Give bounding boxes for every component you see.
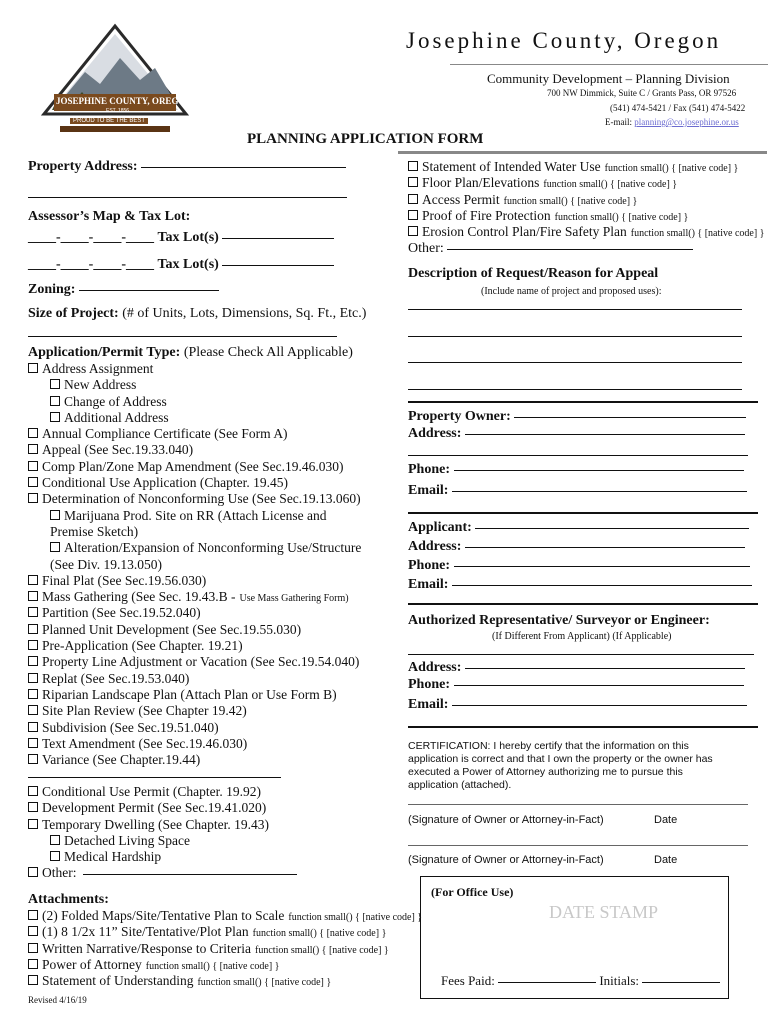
checkbox-label: Development Permit (See Sec.19.41.020) (42, 800, 267, 816)
left-list-item (28, 703, 361, 719)
checkbox-label: Power of Attorney (42, 956, 142, 972)
rep-address-label: Address: (408, 660, 462, 675)
left-list-item (28, 573, 361, 589)
right-other-row (408, 241, 693, 257)
checkbox[interactable] (50, 851, 60, 861)
checkbox-label: Statement of Intended Water Use (422, 159, 601, 174)
left-list2-item (28, 849, 297, 865)
owner-phone-field[interactable] (454, 469, 744, 471)
checkbox[interactable] (408, 161, 418, 171)
county-title: Josephine County, Oregon (406, 28, 722, 53)
property-address-row (28, 159, 346, 175)
owner-address-field-2[interactable] (408, 455, 748, 456)
checkbox-label: Subdivision (See Sec.19.51.040) (42, 719, 219, 735)
checkbox-note: function small() { [native code] } (503, 195, 638, 207)
fees-label: Fees Paid: (441, 973, 495, 988)
checkbox-label: Pre-Application (See Chapter. 19.21) (42, 638, 243, 654)
checkbox[interactable] (28, 640, 38, 650)
checkbox-note: function small() { [native code] } (255, 944, 389, 956)
checkbox[interactable] (28, 591, 38, 601)
checkbox[interactable] (28, 754, 38, 764)
checkbox-note: function small() { [native code] } (543, 179, 678, 191)
description-line-1[interactable] (408, 309, 742, 310)
left-list-item (28, 442, 361, 458)
size-label: Size of Project: (28, 306, 119, 321)
checkbox[interactable] (28, 624, 38, 634)
attachment-checklist (408, 159, 764, 240)
left-list-item (28, 622, 361, 638)
checkbox[interactable] (28, 959, 38, 969)
form-title: PLANNING APPLICATION FORM (247, 131, 484, 147)
applicant-email-label: Email: (408, 577, 449, 592)
checkbox-label: (See Div. 19.13.050) (50, 556, 162, 572)
applicant-field[interactable] (475, 527, 749, 529)
checkbox-label: Variance (See Chapter.19.44) (42, 752, 201, 768)
left-list-item (28, 508, 361, 524)
logo-title: JOSEPHINE COUNTY, OREGON (56, 96, 192, 106)
checkbox-note: function small() { [native code] } (554, 211, 689, 223)
size-field[interactable] (28, 336, 337, 337)
logo-banner: PROUD TO BE THE BEST (70, 118, 148, 124)
description-line-3[interactable] (408, 362, 742, 363)
checkbox[interactable] (50, 412, 60, 422)
checkbox-label: (2) Folded Maps/Site/Tentative Plan to Scale (42, 908, 285, 923)
rep-address-field[interactable] (465, 667, 745, 669)
cert-line-2: application is correct and that I own the property or the owner has (408, 753, 713, 765)
rep-phone-field[interactable] (454, 684, 744, 686)
checkbox-label: Conditional Use Application (Chapter. 19.45) (42, 475, 288, 491)
cert-line-1: CERTIFICATION: I hereby certify that the information on this (408, 740, 689, 752)
office-phone: (541) 474-5421 / Fax (541) 474-5422 (610, 103, 746, 113)
attachments-label: Attachments: (28, 892, 109, 907)
cert-line-4: application (attached). (408, 779, 512, 791)
checkbox[interactable] (28, 444, 38, 454)
left-list-item (28, 410, 361, 426)
owner-email-row (408, 483, 747, 499)
owner-address-field[interactable] (465, 433, 745, 435)
tax-lot-map-1: ____-____-____-____ (28, 230, 154, 245)
checkbox-label: Replat (See Sec.19.53.040) (42, 670, 190, 686)
checkbox[interactable] (408, 177, 418, 187)
logo-est: EST. 1856 (106, 108, 130, 114)
checkbox[interactable] (28, 656, 38, 666)
checkbox-note: Use Mass Gathering Form) (239, 593, 349, 605)
checkbox[interactable] (408, 226, 418, 236)
checkbox-label: Alteration/Expansion of Nonconforming Use/Structure (64, 540, 362, 556)
signature-caption-2: (Signature of Owner or Attorney-in-Fact) (408, 854, 604, 866)
zoning-label: Zoning: (28, 282, 76, 297)
checkbox-label: Text Amendment (See Sec.19.46.030) (42, 735, 248, 751)
left-list-item (28, 687, 361, 703)
checkbox-label: Detached Living Space (64, 832, 190, 848)
left-list-item (28, 524, 361, 540)
checkbox-label: Proof of Fire Protection (422, 207, 551, 223)
right-list-item (408, 224, 764, 240)
left-list-item (28, 394, 361, 410)
checkbox-label: Riparian Landscape Plan (Attach Plan or Use Form B) (42, 686, 337, 702)
checkbox-label: New Address (64, 377, 137, 393)
checkbox[interactable] (28, 461, 38, 471)
cert-line-3: executed a Power of Attorney authorizing me to pursue this (408, 766, 683, 778)
office-address: 700 NW Dimmick, Suite C / Grants Pass, OR 97526 (547, 88, 737, 98)
rep-phone-label: Phone: (408, 677, 450, 692)
attach-list-item (28, 941, 422, 957)
checkbox-note: function small() { [native code] } (252, 928, 387, 940)
fees-row (441, 973, 720, 988)
applicant-email-row (408, 577, 752, 593)
applicant-label: Applicant: (408, 520, 472, 535)
right-other-field[interactable] (447, 248, 693, 250)
checkbox[interactable] (28, 705, 38, 715)
right-list-item (408, 175, 764, 191)
division-name: Community Development – Planning Division (487, 71, 730, 86)
rep-phone-row (408, 677, 744, 693)
checkbox-label: Property Line Adjustment or Vacation (See Sec.19.54.040) (42, 654, 360, 670)
representative-title: Authorized Representative/ Surveyor or Engineer: (408, 613, 710, 628)
left-list-item (28, 377, 361, 393)
size-row (28, 306, 366, 322)
checkbox[interactable] (28, 910, 38, 920)
checkbox[interactable] (50, 542, 60, 552)
right-other-label: Other: (408, 241, 444, 256)
checkbox-label: Final Plat (See Sec.19.56.030) (42, 572, 207, 588)
checkbox-label: Comp Plan/Zone Map Amendment (See Sec.19.46.030) (42, 458, 344, 474)
applicant-address-label: Address: (408, 539, 462, 554)
left-list2-item (28, 817, 297, 833)
tax-lot-field-1[interactable] (222, 237, 334, 239)
property-address-field[interactable] (141, 166, 346, 168)
checkbox[interactable] (28, 607, 38, 617)
checkbox[interactable] (28, 363, 38, 373)
description-hint: (Include name of project and proposed uses): (481, 286, 662, 297)
checkbox-label: Erosion Control Plan/Fire Safety Plan (422, 224, 627, 240)
checkbox[interactable] (28, 722, 38, 732)
checkbox-label: Statement of Understanding (42, 973, 194, 989)
owner-address-row (408, 426, 745, 442)
checkbox-label: Planned Unit Development (See Sec.19.55.030) (42, 621, 302, 637)
initials-label: Initials: (599, 973, 640, 988)
owner-email-field[interactable] (452, 490, 747, 492)
tax-lot-field-2[interactable] (222, 264, 334, 266)
date-caption-1: Date (654, 814, 678, 826)
date-caption-2: Date (654, 854, 678, 866)
office-use-label: (For Office Use) (431, 885, 514, 899)
left-list-item (28, 475, 361, 491)
checkbox-label: Marijuana Prod. Site on RR (Attach License and (64, 507, 327, 523)
checkbox-label: Determination of Nonconforming Use (See Sec.19.13.060) (42, 491, 361, 507)
checkbox[interactable] (28, 867, 38, 877)
email-link[interactable]: planning@co.josephine.or.us (634, 117, 739, 127)
checkbox-label: Floor Plan/Elevations (422, 175, 540, 191)
tax-lot-row-1[interactable] (28, 230, 334, 246)
owner-email-label: Email: (408, 483, 449, 498)
right-list-item (408, 192, 764, 208)
checkbox-label: Site Plan Review (See Chapter 19.42) (42, 703, 247, 719)
rep-address-row (408, 660, 745, 676)
checkbox[interactable] (28, 673, 38, 683)
email-label: E-mail: (605, 117, 632, 127)
signature-line-2[interactable] (408, 845, 748, 846)
permit-type-list (28, 361, 361, 768)
tax-lot-row-2[interactable] (28, 257, 334, 273)
checkbox[interactable] (28, 802, 38, 812)
checkbox-label: (1) 8 1/2x 11” Site/Tentative/Plot Plan (42, 924, 249, 940)
county-logo (40, 22, 190, 132)
left-list-item (28, 557, 361, 573)
title-rule (398, 151, 767, 154)
app-type-heading (28, 345, 353, 361)
checkbox-note: function small() { [native code] } (604, 163, 739, 174)
left-list-item (28, 752, 361, 768)
checkbox-note: function small() { [native code] } (288, 912, 423, 923)
checkbox[interactable] (50, 379, 60, 389)
section-rule-4 (408, 726, 758, 728)
checkbox-label: Additional Address (64, 409, 169, 425)
checkbox[interactable] (28, 786, 38, 796)
section-rule-3 (408, 603, 758, 605)
checkbox-label: Appeal (See Sec.19.33.040) (42, 442, 194, 458)
owner-label: Property Owner: (408, 409, 511, 424)
signature-line-1[interactable] (408, 804, 748, 805)
left-list-item (28, 638, 361, 654)
rep-email-field[interactable] (452, 704, 747, 706)
property-address-label: Property Address: (28, 159, 138, 174)
checkbox-note: function small() { [native code] } (630, 228, 765, 240)
checkbox[interactable] (28, 477, 38, 487)
left-list-item (28, 671, 361, 687)
left-list2-item (28, 833, 297, 849)
checkbox-label: Medical Hardship (64, 849, 162, 865)
attach-list-item (28, 908, 422, 924)
section-rule-2 (408, 512, 758, 514)
revised-date: Revised 4/16/19 (28, 995, 87, 1005)
checkbox-label: Mass Gathering (See Sec. 19.43.B - (42, 589, 236, 605)
checkbox-label: Written Narrative/Response to Criteria (42, 940, 252, 956)
app-type-label: Application/Permit Type: (28, 345, 181, 360)
attach-list-item (28, 924, 422, 940)
owner-address-label: Address: (408, 426, 462, 441)
tax-lot-label-1: Tax Lot(s) (157, 230, 219, 245)
attach-list-item (28, 973, 422, 989)
checkbox-label: Change of Address (64, 393, 167, 409)
right-list-item (408, 208, 764, 224)
checkbox[interactable] (28, 943, 38, 953)
checkbox-note: function small() { [native code] } (197, 977, 332, 989)
checkbox-label: Address Assignment (42, 361, 154, 376)
right-list-item (408, 159, 764, 175)
left-list-item (28, 491, 361, 507)
tax-lot-map-2: ____-____-____-____ (28, 257, 154, 272)
checkbox[interactable] (28, 689, 38, 699)
initials-field[interactable] (642, 981, 720, 983)
applicant-row (408, 520, 749, 536)
checkbox-label: Annual Compliance Certificate (See Form A) (42, 426, 288, 442)
checkbox[interactable] (28, 575, 38, 585)
zoning-row (28, 282, 219, 298)
representative-hint: (If Different From Applicant) (If Applicable) (492, 631, 672, 642)
checkbox[interactable] (50, 835, 60, 845)
description-line-4[interactable] (408, 389, 742, 390)
left-list-item (28, 426, 361, 442)
description-title: Description of Request/Reason for Appeal (408, 266, 659, 281)
checkbox[interactable] (28, 975, 38, 985)
checkbox[interactable] (408, 210, 418, 220)
assessor-label: Assessor’s Map & Tax Lot: (28, 209, 191, 224)
owner-phone-row (408, 462, 744, 478)
left-list-item (28, 361, 361, 377)
applicant-phone-field[interactable] (454, 565, 750, 567)
left-list-item (28, 720, 361, 736)
checkbox[interactable] (50, 396, 60, 406)
owner-row (408, 409, 746, 425)
certification-text (408, 740, 713, 792)
left-divider (28, 777, 281, 778)
representative-field[interactable] (408, 654, 754, 655)
permit-type-list-2 (28, 784, 297, 882)
checkbox[interactable] (50, 510, 60, 520)
app-type-hint: (Please Check All Applicable) (183, 345, 353, 360)
checkbox-label: Premise Sketch) (50, 523, 139, 539)
checkbox-label: Partition (See Sec.19.52.040) (42, 605, 201, 621)
checkbox-label: Conditional Use Permit (Chapter. 19.92) (42, 784, 261, 799)
checkbox[interactable] (28, 819, 38, 829)
zoning-field[interactable] (79, 289, 219, 291)
signature-caption-1: (Signature of Owner or Attorney-in-Fact) (408, 814, 604, 826)
applicant-phone-label: Phone: (408, 558, 450, 573)
description-line-2[interactable] (408, 336, 742, 337)
rep-email-label: Email: (408, 697, 449, 712)
checkbox[interactable] (28, 428, 38, 438)
checkbox-label: Other: (42, 865, 77, 881)
checkbox-note: function small() { [native code] } (145, 960, 280, 972)
header-rule (450, 64, 768, 65)
checkbox[interactable] (28, 493, 38, 503)
section-rule-1 (408, 401, 758, 403)
office-use-box (420, 876, 729, 999)
tax-lot-label-2: Tax Lot(s) (157, 257, 219, 272)
office-email (605, 117, 739, 128)
left-list-item (28, 654, 361, 670)
attach-list-item (28, 957, 422, 973)
checkbox[interactable] (28, 926, 38, 936)
attachments-list (28, 908, 422, 989)
owner-field[interactable] (514, 416, 746, 418)
left-list-item (28, 540, 361, 556)
applicant-address-field[interactable] (465, 546, 745, 548)
date-stamp: DATE STAMP (549, 902, 659, 922)
size-hint: (# of Units, Lots, Dimensions, Sq. Ft., Etc.) (122, 306, 367, 321)
checkbox-label: Temporary Dwelling (See Chapter. 19.43) (42, 816, 269, 832)
other-field[interactable] (83, 873, 297, 875)
left-list2-item (28, 865, 297, 881)
left-list-item (28, 605, 361, 621)
checkbox[interactable] (28, 738, 38, 748)
left-list-item (28, 589, 361, 605)
applicant-address-row (408, 539, 745, 555)
property-address-field-2[interactable] (28, 197, 347, 198)
fees-field[interactable] (498, 981, 596, 983)
applicant-phone-row (408, 558, 750, 574)
left-list-item (28, 736, 361, 752)
left-list2-item (28, 800, 297, 816)
applicant-email-field[interactable] (452, 584, 752, 586)
owner-phone-label: Phone: (408, 462, 450, 477)
checkbox-label: Access Permit (422, 191, 500, 207)
rep-email-row (408, 697, 747, 713)
checkbox[interactable] (408, 194, 418, 204)
left-list2-item (28, 784, 297, 800)
left-list-item (28, 459, 361, 475)
